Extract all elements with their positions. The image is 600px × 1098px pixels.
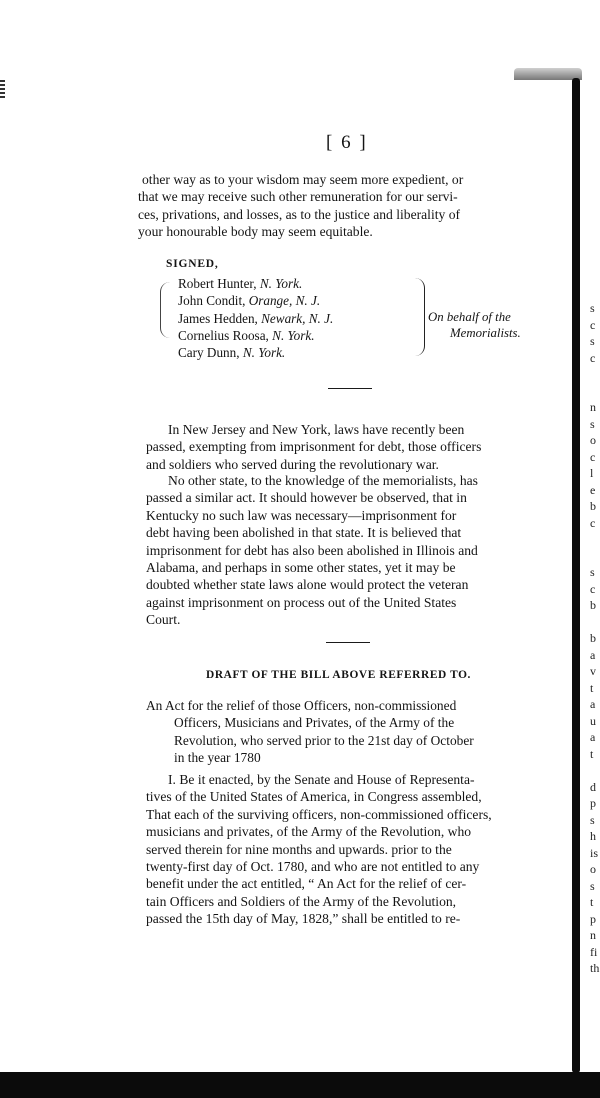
text-line: passed, exempting from imprisonment for debt, those officers: [146, 439, 482, 455]
text-line: other way as to your wisdom may seem more expedient, or: [142, 172, 464, 187]
section-divider: [326, 642, 370, 643]
text-line: twenty-first day of Oct. 1780, and who are not entitled to any: [146, 859, 480, 875]
fragment-letter: c: [590, 515, 596, 530]
fragment-letter: u: [590, 713, 596, 728]
text-line: debt having been abolished in that state. It is believed that: [146, 525, 462, 541]
act-title-line: in the year 1780: [174, 750, 261, 766]
fragment-letter: s: [590, 334, 595, 348]
signer-place: N. York.: [272, 327, 315, 343]
fragment-letter: fi: [590, 944, 598, 959]
signers-left-brace: [160, 282, 171, 338]
act-title-line: An Act for the relief of those Officers, non-commissioned: [146, 698, 457, 713]
on-behalf-line: Memorialists.: [450, 326, 521, 340]
signer-place: N. York.: [259, 276, 303, 291]
text-line: Court.: [146, 612, 181, 628]
fragment-letter: n: [590, 400, 596, 414]
section-one-paragraph: [146, 771, 546, 928]
signer-name: Cornelius Roosa,: [178, 327, 273, 343]
text-line: tives of the United States of America, in Congress assembled,: [146, 789, 482, 805]
signer-name: James Hedden,: [178, 310, 262, 326]
fragment-letter: t: [590, 680, 594, 695]
fragment-letter: a: [590, 730, 596, 744]
binding-shadow: [572, 78, 580, 1073]
text-line: tain Officers and Soldiers of the Army of the Revolution,: [146, 893, 457, 909]
text-line: Kentucky no such law was necessary—imprisonment for: [146, 507, 457, 523]
fragment-letter: s: [590, 301, 595, 315]
signers-list: [178, 275, 333, 361]
signers-bracket: [412, 278, 425, 356]
signer-row: [178, 275, 333, 292]
fragment-letter: a: [590, 697, 596, 711]
fragment-letter: n: [590, 928, 596, 942]
signer-name: John Condit,: [178, 293, 249, 309]
fragment-letter: p: [590, 911, 596, 926]
fragment-letter: s: [590, 416, 595, 431]
fragment-letter: a: [590, 647, 596, 662]
fragment-letter: p: [590, 796, 596, 810]
signer-place: N. York.: [242, 345, 286, 361]
text-line: imprisonment for debt has also been abolished in Illinois and: [146, 542, 478, 558]
fragment-letter: o: [590, 862, 596, 876]
text-line: your honourable body may seem equitable.: [138, 224, 373, 240]
text-line: doubted whether state laws alone would protect the veteran: [146, 577, 469, 593]
signer-row: [178, 292, 333, 309]
fragment-letter: c: [590, 317, 596, 332]
text-line: passed a similar act. It should however be observed, that in: [146, 490, 467, 506]
fragment-letter: [590, 548, 600, 565]
text-line: No other state, to the knowledge of the memorialists, has: [168, 473, 478, 488]
fragment-letter: s: [590, 878, 595, 893]
text-line: benefit under the act entitled, “ An Act for the relief of cer-: [146, 876, 467, 892]
signer-place: Newark, N. J.: [261, 310, 334, 326]
act-title-line: Officers, Musicians and Privates, of the Army of the: [174, 715, 455, 731]
fragment-letter: c: [590, 581, 596, 596]
opening-paragraph: [138, 171, 550, 241]
text-line: That each of the surviving officers, non-commissioned officers,: [146, 806, 492, 822]
fragment-letter: t: [590, 895, 594, 909]
signer-name: Cary Dunn,: [178, 345, 243, 361]
signed-label: SIGNED,: [166, 258, 219, 270]
text-line: In New Jersey and New York, laws have recently been: [168, 422, 465, 437]
on-behalf-note: [428, 309, 521, 341]
fragment-letter: s: [590, 812, 595, 827]
fragment-letter: o: [590, 433, 596, 447]
fragment-letter: is: [590, 845, 599, 860]
signer-row: [178, 327, 333, 344]
text-line: Alabama, and perhaps in some other states, yet it may be: [146, 560, 456, 576]
on-behalf-line: On behalf of the: [428, 310, 511, 324]
text-line: ces, privations, and losses, as to the justice and liberality of: [138, 206, 461, 222]
fragment-letter: b: [590, 598, 596, 612]
fragment-letter: [590, 383, 600, 400]
fragment-letter: [590, 531, 600, 548]
act-title: [146, 697, 474, 767]
text-line: passed the 15th day of May, 1828,” shall be entitled to re-: [146, 911, 461, 927]
fragment-letter: th: [590, 961, 600, 975]
fragment-letter: d: [590, 779, 596, 794]
page-number: [ 6 ]: [326, 132, 368, 153]
margin-mark: [0, 80, 5, 100]
fragment-letter: [590, 762, 600, 779]
act-title-line: Revolution, who served prior to the 21st day of October: [174, 732, 474, 748]
fragment-letter: [590, 614, 600, 631]
scan-bottom-border: [0, 1072, 600, 1098]
fragment-letter: s: [590, 565, 595, 579]
signer-name: Robert Hunter,: [178, 276, 260, 291]
adjacent-page-fragment: [590, 300, 600, 977]
fragment-letter: b: [590, 631, 596, 645]
fragment-letter: e: [590, 482, 596, 497]
fragment-letter: l: [590, 466, 594, 480]
laws-paragraph: [146, 421, 546, 473]
fragment-letter: c: [590, 350, 596, 365]
text-line: musicians and privates, of the Army of the Revolution, who: [146, 824, 472, 840]
text-line: and soldiers who served during the revolutionary war.: [146, 456, 439, 472]
section-divider: [328, 388, 372, 389]
text-line: I. Be it enacted, by the Senate and House of Representa-: [168, 772, 475, 787]
draft-heading: DRAFT OF THE BILL ABOVE REFERRED TO.: [206, 669, 471, 681]
fragment-letter: [590, 366, 600, 383]
signer-place: Orange, N. J.: [248, 293, 321, 309]
signer-row: [178, 344, 333, 361]
fragment-letter: h: [590, 829, 596, 843]
signer-row: [178, 310, 333, 327]
text-line: against imprisonment on process out of the United States: [146, 594, 457, 610]
text-line: that we may receive such other remuneration for our servi-: [138, 189, 458, 205]
fragment-letter: c: [590, 449, 596, 464]
fragment-letter: v: [590, 664, 596, 678]
fragment-letter: b: [590, 499, 596, 513]
text-line: served therein for nine months and upwards. prior to the: [146, 841, 452, 857]
other-states-paragraph: [146, 472, 546, 629]
fragment-letter: t: [590, 746, 594, 761]
